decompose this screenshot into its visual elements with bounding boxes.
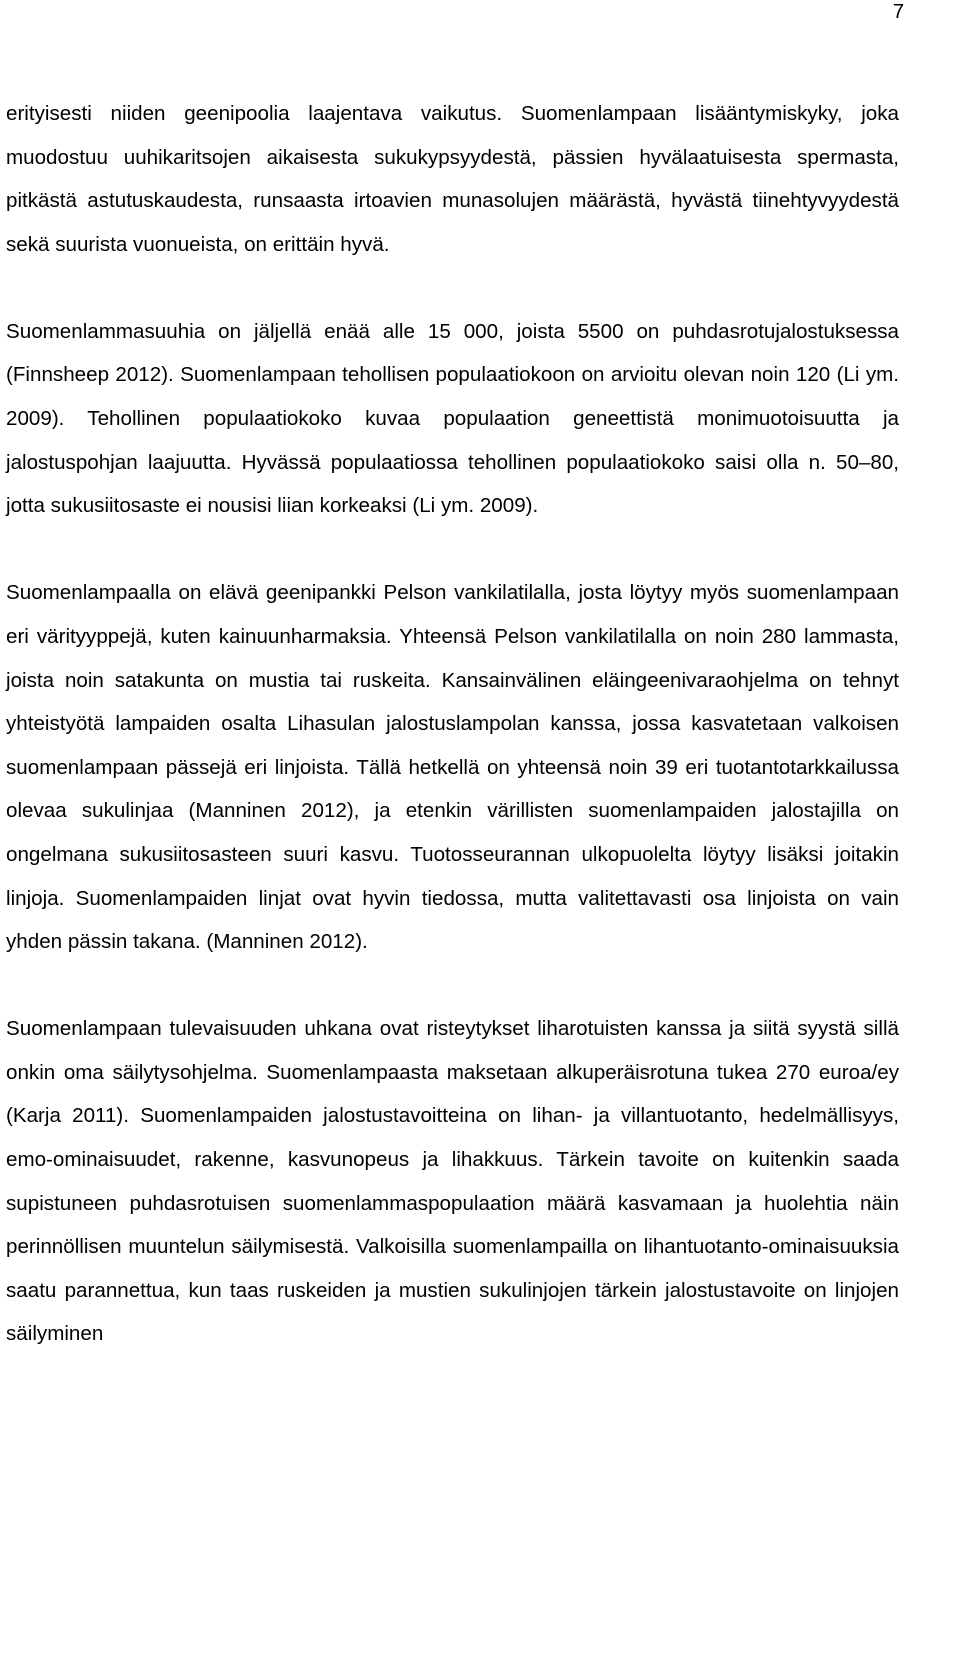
- document-body: [6, 92, 899, 1356]
- paragraph: erityisesti niiden geenipoolia laajentava vaikutus. Suomenlampaan lisääntymiskyky, joka muodostuu uuhikaritsojen aikaisesta sukukypsyydestä, pässien hyvälaatuisesta spermasta, pitkästä astutuskaudesta, runsaasta irtoavien munasolujen määrästä, hyvästä tiinehtyvyydestä sekä suurista vuonueista, on erittäin hyvä.: [6, 102, 899, 256]
- page-number: 7: [892, 1, 904, 23]
- paragraph: Suomenlampaalla on elävä geenipankki Pelson vankilatilalla, josta löytyy myös suomenlampaan eri värityyppejä, kuten kainuunharmaksia. Yhteensä Pelson vankilatilalla on noin 280 lammasta, joista noin satakunta on mustia tai ruskeita. Kansainvälinen eläingeenivaraohjelma on tehnyt yhteistyötä lampaiden osalta Lihasulan jalostuslampolan kanssa, jossa kasvatetaan valkoisen suomenlampaan pässejä eri linjoista. Tällä hetkellä on yhteensä noin 39 eri tuotantotarkkailussa olevaa sukulinjaa (Manninen 2012), ja etenkin värillisten suomenlampaiden jalostajilla on ongelmana sukusiitosasteen suuri kasvu. Tuotosseurannan ulkopuolelta löytyy lisäksi joitakin linjoja. Suomenlampaiden linjat ovat hyvin tiedossa, mutta valitettavasti osa linjoista on vain yhden pässin takana. (Manninen 2012).: [6, 581, 899, 954]
- paragraph: Suomenlampaan tulevaisuuden uhkana ovat risteytykset liharotuisten kanssa ja siitä syystä sillä onkin oma säilytysohjelma. Suomenlampaasta maksetaan alkuperäisrotuna tukea 270 euroa/ey (Karja 2011). Suomenlampaiden jalostustavoitteina on lihan- ja villantuotanto, hedelmällisyys, emo-ominaisuudet, rakenne, kasvunopeus ja lihakkuus. Tärkein tavoite on kuitenkin saada supistuneen puhdasrotuisen suomenlammaspopulaation määrä kasvamaan ja huolehtia näin perinnöllisen muuntelun säilymisestä. Valkoisilla suomenlampailla on lihantuotanto-ominaisuuksia saatu parannettua, kun taas ruskeiden ja mustien sukulinjojen tärkein jalostustavoite on linjojen säilyminen: [6, 1017, 899, 1346]
- paragraph: Suomenlammasuuhia on jäljellä enää alle 15 000, joista 5500 on puhdasrotujalostuksessa (Finnsheep 2012). Suomenlampaan tehollisen populaatiokoon on arvioitu olevan noin 120 (Li ym. 2009). Tehollinen populaatiokoko kuvaa populaation geneettistä monimuotoisuutta ja jalostuspohjan laajuutta. Hyvässä populaatiossa tehollinen populaatiokoko saisi olla n. 50–80, jotta sukusiitosaste ei nousisi liian korkeaksi (Li ym. 2009).: [6, 319, 899, 518]
